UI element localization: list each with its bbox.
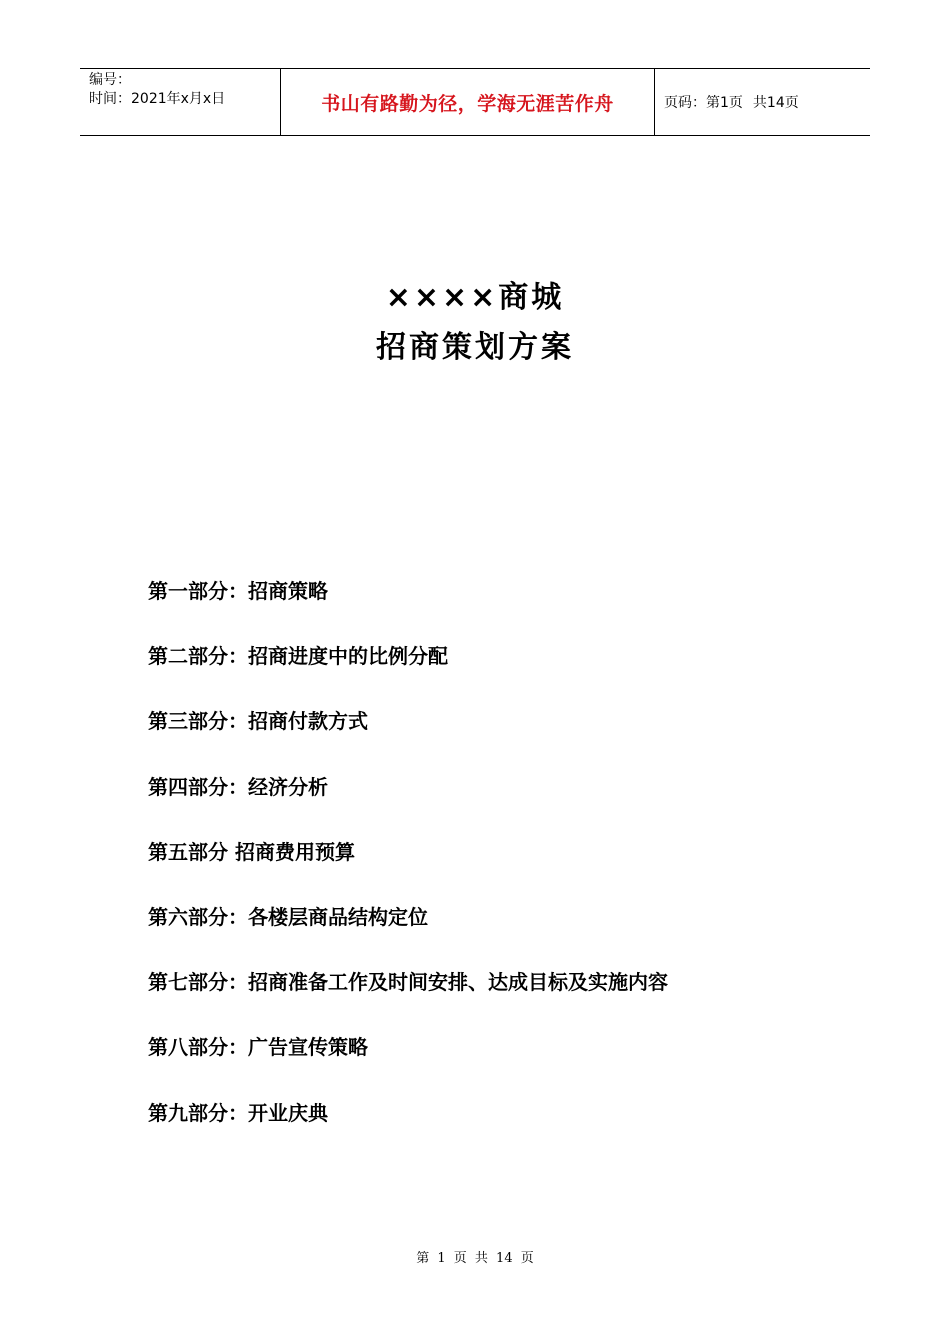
header-meta-cell: [80, 69, 281, 135]
document-title-line2: 招商策划方案: [376, 330, 574, 365]
document-header: [80, 68, 870, 136]
toc-item: 第五部分 招商费用预算: [148, 839, 355, 864]
header-motto: 书山有路勤为径，学海无涯苦作舟: [321, 92, 614, 115]
toc-item: 第二部分：招商进度中的比例分配: [148, 644, 448, 669]
header-page-cell: [655, 69, 870, 135]
toc-item: 第四部分：经济分析: [148, 774, 328, 799]
table-of-contents: [148, 577, 668, 1164]
toc-item: 第八部分：广告宣传策略: [148, 1035, 368, 1060]
page-footer: 第 1 页 共 14 页: [416, 1251, 534, 1266]
header-motto-cell: [281, 69, 655, 135]
toc-item: 第六部分：各楼层商品结构定位: [148, 904, 428, 929]
toc-item: 第一部分：招商策略: [148, 579, 328, 603]
header-page-label: 页码：第1页: [664, 95, 743, 111]
toc-item: 第九部分：开业庆典: [148, 1100, 328, 1125]
toc-item: 第七部分：招商准备工作及时间安排、达成目标及实施内容: [148, 970, 668, 995]
document-number-label: 编号：: [89, 72, 131, 88]
header-page-total: 共14页: [752, 95, 799, 111]
toc-item: 第三部分：招商付款方式: [148, 709, 368, 734]
document-date-label: 时间：2021年x月x日: [89, 91, 226, 107]
document-title-line1: ××××商城: [385, 280, 565, 315]
